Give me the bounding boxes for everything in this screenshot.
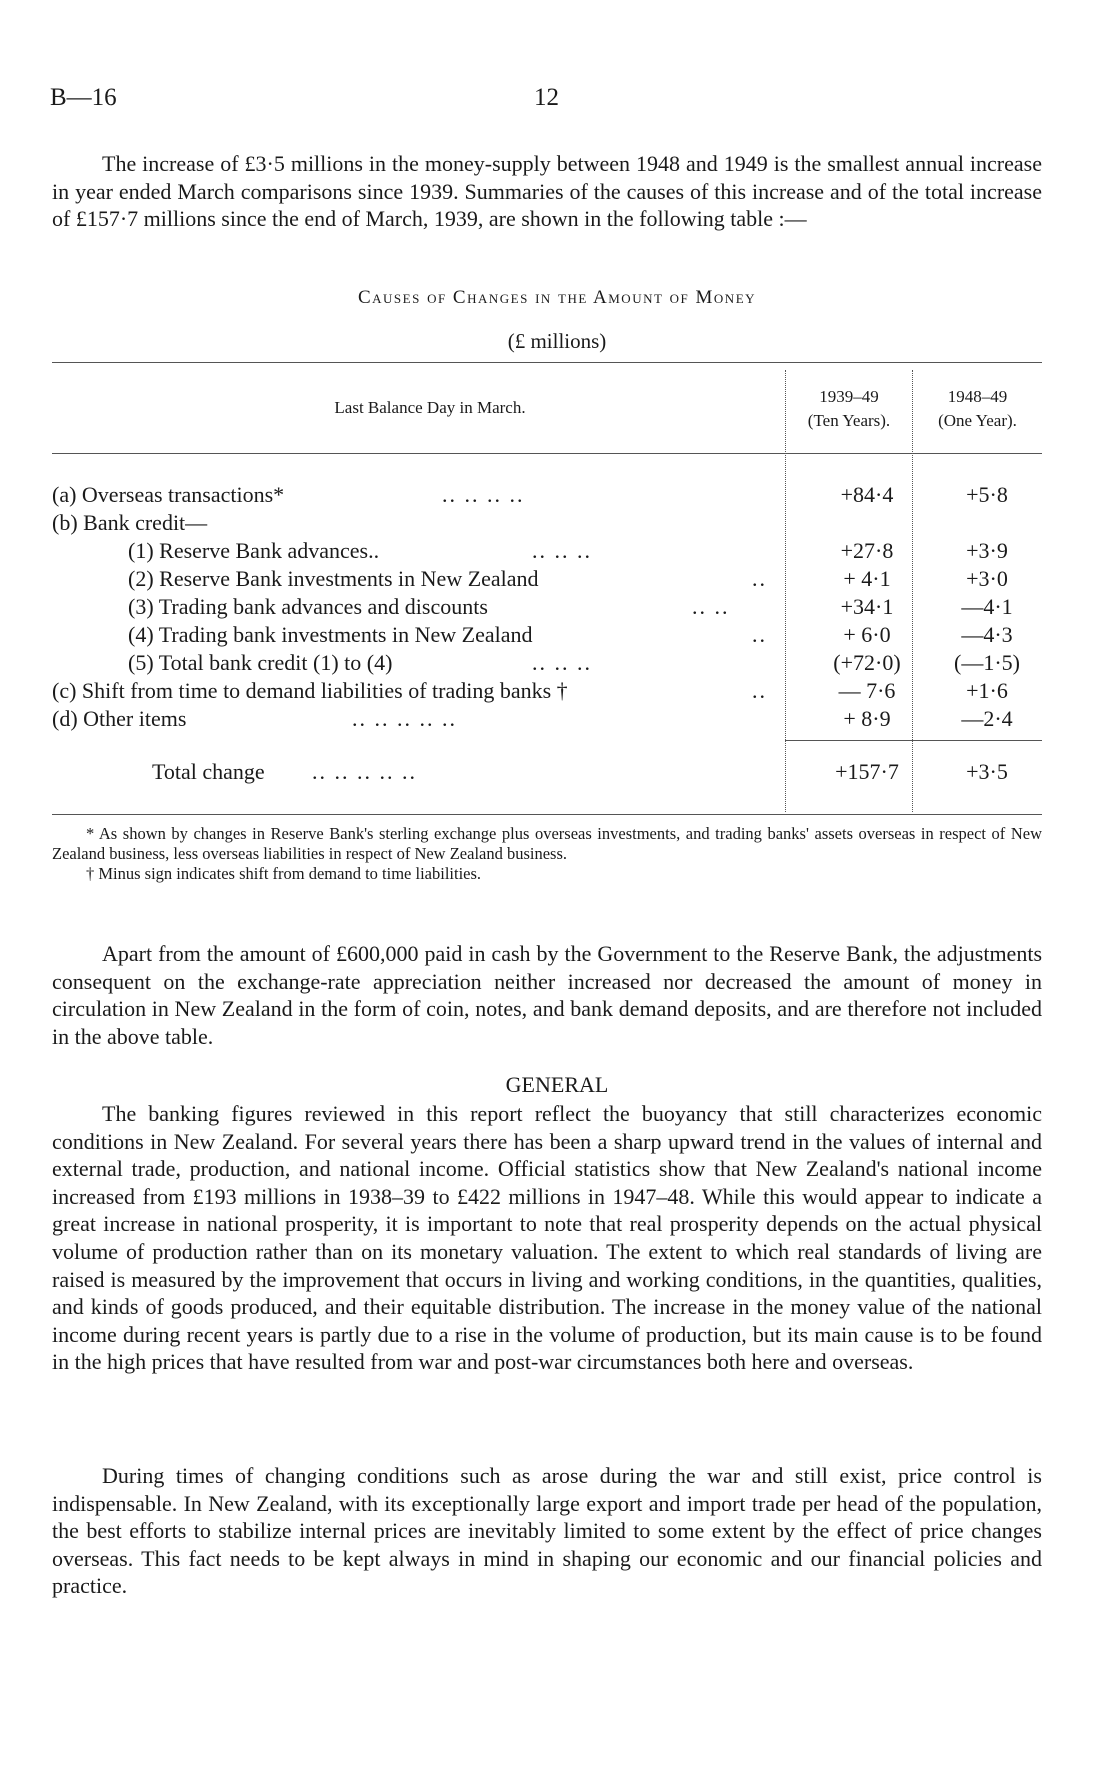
row-label: (c) Shift from time to demand liabilities of trading banks †	[52, 678, 568, 703]
value-1939-49: (+72·0)	[833, 650, 901, 675]
row-label: (5) Total bank credit (1) to (4)	[128, 650, 393, 675]
value-1948-49: —4·3	[961, 622, 1013, 647]
table-unit: (£ millions)	[507, 329, 607, 353]
leader-dots: ..	[752, 622, 767, 647]
table-header-rule	[52, 453, 1042, 454]
value-1939-49: +27·8	[840, 538, 894, 563]
value-1948-49: —4·1	[961, 594, 1013, 619]
total-rule	[785, 740, 1042, 741]
value-1948-49: —2·4	[961, 706, 1013, 731]
table-top-rule	[52, 362, 1042, 363]
value-1939-49: + 8·9	[843, 706, 891, 731]
row-label: (4) Trading bank investments in New Zealand	[128, 622, 533, 647]
row-label: (1) Reserve Bank advances..	[128, 538, 380, 563]
leader-dots: .. .. .. .. ..	[352, 706, 457, 731]
table-row	[52, 481, 1042, 509]
leader-dots: .. .. ..	[532, 538, 592, 563]
total-value-1948-49: +3·5	[966, 759, 1008, 784]
leader-dots: ..	[752, 678, 767, 703]
row-label: (2) Reserve Bank investments in New Zealand	[128, 566, 539, 591]
leader-dots: .. .. .. ..	[442, 482, 525, 507]
row-label: (b) Bank credit—	[52, 510, 208, 535]
col1-header-period: 1939–49	[819, 387, 879, 406]
paragraph-general: The banking figures reviewed in this report reflect the buoyancy that still characterizes economic conditions in New Zealand. For several years there has been a sharp upward trend in the values of internal and external trade, production, and national income. Official statistics show that New Zealand's national income increased from £193 millions in 1938–39 to £422 millions in 1947–48. While this would appear to indicate a great increase in national prosperity, it is important to note that real prosperity depends on the actual physical volume of production rather than on its monetary valuation. The extent to which real standards of living are raised is measured by the improvement that occurs in living and working conditions, in the quantities, qualities, and kinds of goods produced, and their equitable distribution. The increase in the money value of the national income during recent years is partly due to a rise in the volume of production, but its main cause is to be found in the high prices that have resulted from war and post-war circumstances both here and overseas.	[52, 1101, 1042, 1375]
leader-dots: .. .. .. .. ..	[312, 759, 417, 784]
total-value-1939-49: +157·7	[835, 759, 899, 784]
footnotes	[52, 824, 1042, 884]
page-reference: B—16	[50, 84, 117, 111]
table-row	[52, 621, 1042, 649]
leader-dots: ..	[752, 566, 767, 591]
value-1939-49: — 7·6	[838, 678, 896, 703]
table-row	[52, 705, 1042, 733]
row-label: (3) Trading bank advances and discounts	[128, 594, 488, 619]
value-1939-49: +34·1	[840, 594, 894, 619]
leader-dots: .. .. ..	[532, 650, 592, 675]
total-row	[52, 758, 1042, 786]
col2-header-span: (One Year).	[938, 411, 1017, 430]
total-label: Total change	[152, 759, 265, 784]
value-1939-49: +84·4	[840, 482, 894, 507]
value-1939-49: + 4·1	[843, 566, 891, 591]
row-label: (d) Other items	[52, 706, 187, 731]
table-bottom-rule	[52, 814, 1042, 815]
value-1948-49: +3·0	[966, 566, 1008, 591]
stub-header: Last Balance Day in March.	[334, 398, 526, 417]
paragraph-price-control: During times of changing conditions such as arose during the war and still exist, price control is indispensable. In New Zealand, with its exceptionally large export and import trade per head of the population, the best efforts to stabilize internal prices are inevitably limited to some extent by the effect of price changes overseas. This fact needs to be kept always in mind in shaping our economic and our financial policies and practice.	[52, 1463, 1042, 1599]
col2-header	[913, 385, 1042, 433]
value-1948-49: (—1·5)	[954, 650, 1020, 675]
table-row	[52, 649, 1042, 677]
intro-paragraph: The increase of £3·5 millions in the money-supply between 1948 and 1949 is the smallest annual increase in year ended March comparisons since 1939. Summaries of the causes of this increase and of the total increase of £157·7 millions since the end of March, 1939, are shown in the following table :—	[52, 151, 1042, 232]
value-1948-49: +1·6	[966, 678, 1008, 703]
col1-header	[786, 385, 912, 433]
table-row	[52, 677, 1042, 705]
col1-header-span: (Ten Years).	[807, 411, 891, 430]
value-1948-49: +5·8	[966, 482, 1008, 507]
value-1948-49: +3·9	[966, 538, 1008, 563]
table-row	[52, 593, 1042, 621]
table-row	[52, 565, 1042, 593]
page-number: 12	[534, 84, 559, 111]
leader-dots: .. ..	[692, 594, 730, 619]
paragraph-exchange-rate: Apart from the amount of £600,000 paid in cash by the Government to the Reserve Bank, the adjustments consequent on the exchange-rate appreciation neither increased nor decreased the amount of money in circulation in New Zealand in the form of coin, notes, and bank demand deposits, and are therefore not included in the above table.	[52, 941, 1042, 1049]
row-label: (a) Overseas transactions*	[52, 482, 285, 507]
col2-header-period: 1948–49	[947, 387, 1008, 406]
footnote-asterisk: * As shown by changes in Reserve Bank's sterling exchange plus overseas investments, and trading banks' assets overseas in respect of New Zealand business, less overseas liabilities in respect of New Zealand business.	[52, 824, 1042, 863]
table-row	[52, 509, 1042, 537]
value-1939-49: + 6·0	[843, 622, 891, 647]
section-heading: GENERAL	[505, 1072, 609, 1097]
footnote-dagger: † Minus sign indicates shift from demand to time liabilities.	[86, 864, 482, 883]
table-title: Causes of Changes in the Amount of Money	[357, 287, 757, 308]
table-row	[52, 537, 1042, 565]
